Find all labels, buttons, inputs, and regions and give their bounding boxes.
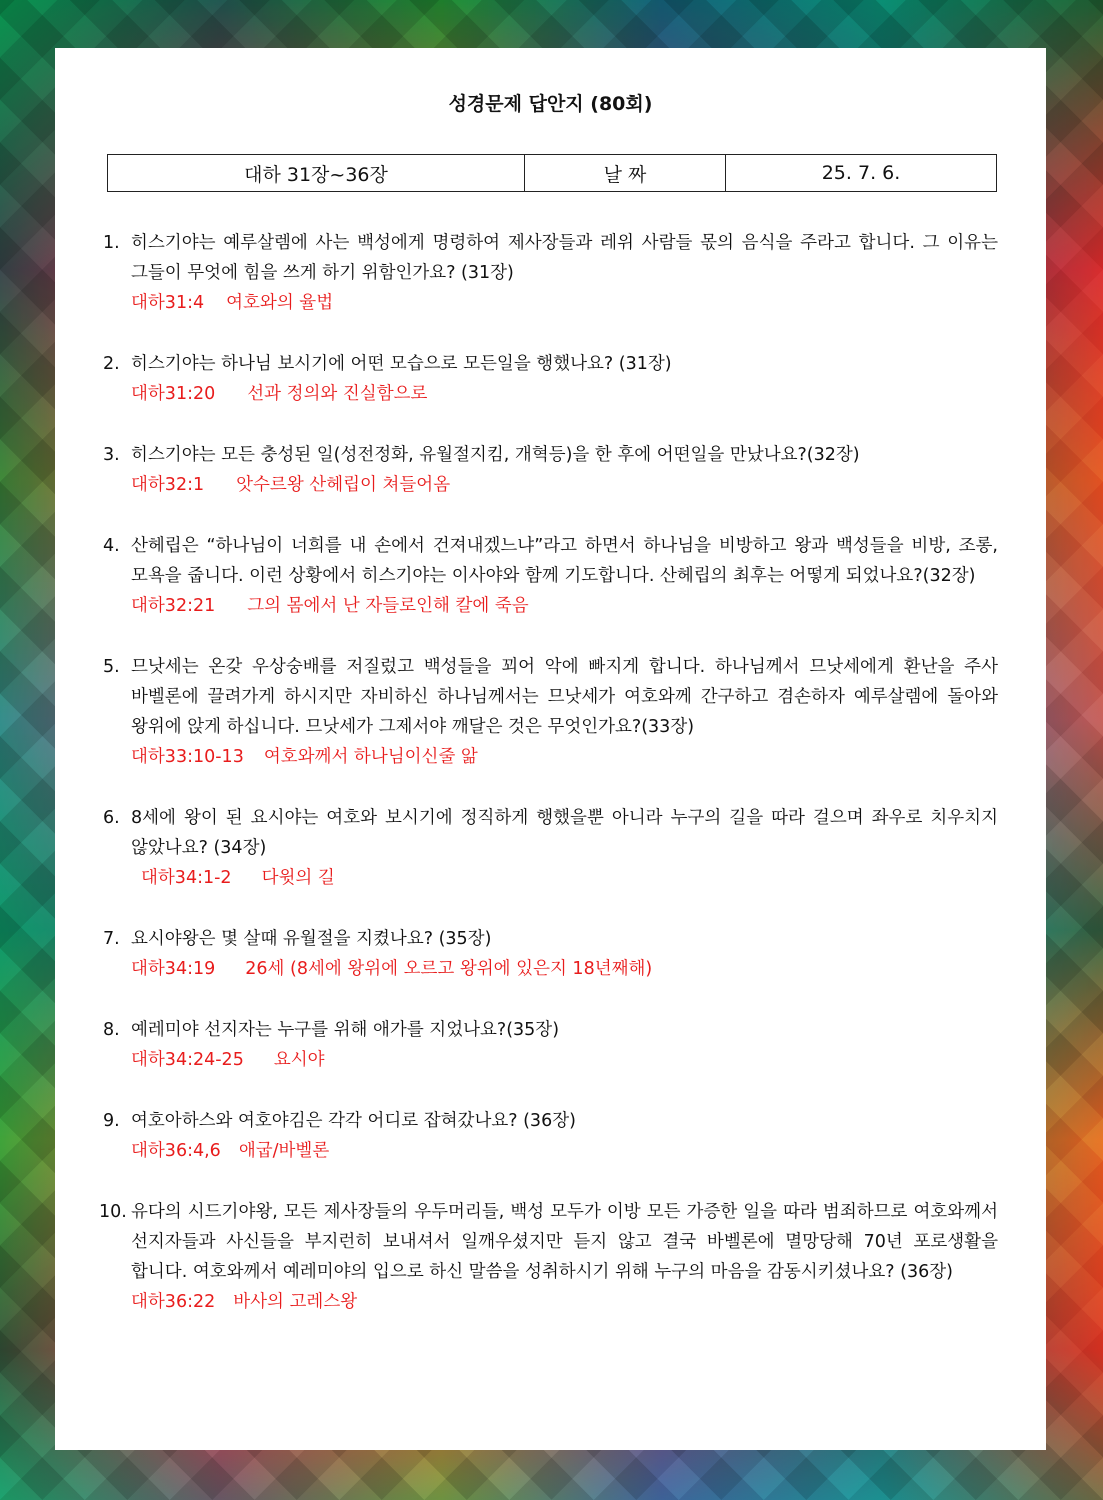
question-number: 8. — [103, 1020, 120, 1040]
answer-line — [131, 954, 998, 984]
chapter-range: 대하 31장~36장 — [108, 155, 525, 191]
question-text: 여호아하스와 여호야김은 각각 어디로 잡혀갔나요? (36장) — [131, 1111, 576, 1131]
question-item — [103, 924, 998, 984]
answer-reference: 대하36:22 — [131, 1292, 216, 1312]
date-value: 25. 7. 6. — [821, 162, 901, 184]
question-text: 히스기야는 예루살렘에 사는 백성에게 명령하여 제사장들과 레위 사람들 몫의 음식을 주라고 합니다. 그 이유는 그들이 무엇에 힘을 쓰게 하기 위함인가요? (31장) — [131, 233, 998, 283]
answer-text: 선과 정의와 진실함으로 — [247, 384, 428, 404]
date-label: 날 짜 — [525, 155, 726, 191]
answer-line — [131, 470, 998, 500]
answer-reference: 대하33:10-13 — [131, 747, 244, 767]
question-text: 유다의 시드기야왕, 모든 제사장들의 우두머리들, 백성 모두가 이방 모든 가증한 일을 따라 범죄하므로 여호와께서 선지자들과 사신들을 부지런히 보내셔서 일깨우셨지만 듣지 않고 결국 바벨론에 멸망당해 70년 포로생활을 합니다. 여호와께서 예레미야의 입으로 하신 말씀을 성취하시기 위해 누구의 마음을 감동시키셨나요? (36장) — [131, 1202, 998, 1282]
question-number: 1. — [103, 233, 120, 253]
answer-reference: 대하31:4 — [131, 293, 205, 313]
question-number: 5. — [103, 657, 120, 677]
answer-reference: 대하31:20 — [131, 384, 216, 404]
question-number: 3. — [103, 445, 120, 465]
question-number: 7. — [103, 929, 120, 949]
question-number: 9. — [103, 1111, 120, 1131]
question-text: 므낫세는 온갖 우상숭배를 저질렀고 백성들을 꾀어 악에 빠지게 합니다. 하나님께서 므낫세에게 환난을 주사 바벨론에 끌려가게 하시지만 자비하신 하나님께서는 므낫세가 여호와께 간구하고 겸손하자 예루살렘에 돌아와 왕위에 앉게 하십니다. 므낫세가 그제서야 깨달은 것은 무엇인가요?(33장) — [131, 657, 998, 737]
answer-text: 그의 몸에서 난 자들로인해 칼에 죽음 — [247, 596, 529, 616]
info-table — [107, 154, 997, 192]
answer-line — [131, 591, 998, 621]
question-item — [103, 652, 998, 772]
answer-reference: 대하36:4,6 — [131, 1141, 221, 1161]
question-number: 6. — [103, 808, 120, 828]
answer-text: 여호와께서 하나님이신줄 앎 — [263, 747, 478, 767]
answer-text: 바사의 고레스왕 — [233, 1292, 358, 1312]
question-item — [103, 1015, 998, 1075]
question-text: 산헤립은 “하나님이 너희를 내 손에서 건져내겠느냐”라고 하면서 하나님을 비방하고 왕과 백성들을 비방, 조롱, 모욕을 줍니다. 이런 상황에서 히스기야는 이사야와 함께 기도합니다. 산헤립의 최후는 어떻게 되었나요?(32장) — [131, 536, 998, 586]
question-number: 4. — [103, 536, 120, 556]
answer-text: 애굽/바벨론 — [238, 1141, 330, 1161]
answer-reference: 대하32:1 — [131, 475, 205, 495]
question-item — [103, 228, 998, 318]
answer-sheet — [55, 48, 1046, 1450]
question-number: 2. — [103, 354, 120, 374]
question-list — [99, 228, 998, 1348]
answer-reference: 대하34:19 — [131, 959, 216, 979]
question-item — [103, 440, 998, 500]
answer-line — [131, 1287, 998, 1317]
answer-line — [131, 1136, 998, 1166]
question-text: 히스기야는 모든 충성된 일(성전정화, 유월절지킴, 개혁등)을 한 후에 어떤일을 만났나요?(32장) — [131, 445, 860, 465]
question-item — [103, 803, 998, 893]
question-item — [99, 1197, 998, 1317]
answer-text: 요시야 — [273, 1050, 325, 1070]
answer-line — [131, 288, 998, 318]
answer-line — [131, 379, 998, 409]
answer-text: 26세 (8세에 왕위에 오르고 왕위에 있은지 18년째해) — [245, 959, 653, 979]
question-item — [103, 349, 998, 409]
answer-reference: 대하34:24-25 — [131, 1050, 244, 1070]
page-title: 성경문제 답안지 (80회) — [448, 93, 653, 115]
question-item — [103, 1106, 998, 1166]
answer-line — [131, 742, 998, 772]
question-number: 10. — [99, 1202, 127, 1222]
question-text: 히스기야는 하나님 보시기에 어떤 모습으로 모든일을 행했나요? (31장) — [131, 354, 672, 374]
answer-reference: 대하32:21 — [131, 596, 216, 616]
question-text: 요시야왕은 몇 살때 유월절을 지켰나요? (35장) — [131, 929, 492, 949]
question-text: 8세에 왕이 된 요시야는 여호와 보시기에 정직하게 행했을뿐 아니라 누구의 길을 따라 걸으며 좌우로 치우치지 않았나요? (34장) — [131, 808, 998, 858]
answer-text: 앗수르왕 산헤립이 쳐들어옴 — [236, 475, 451, 495]
answer-line — [131, 863, 998, 893]
answer-reference: 대하34:1-2 — [141, 868, 232, 888]
question-text: 예레미야 선지자는 누구를 위해 애가를 지었나요?(35장) — [131, 1020, 560, 1040]
answer-text: 다윗의 길 — [261, 868, 335, 888]
question-item — [103, 531, 998, 621]
answer-text: 여호와의 율법 — [226, 293, 334, 313]
answer-line — [131, 1045, 998, 1075]
